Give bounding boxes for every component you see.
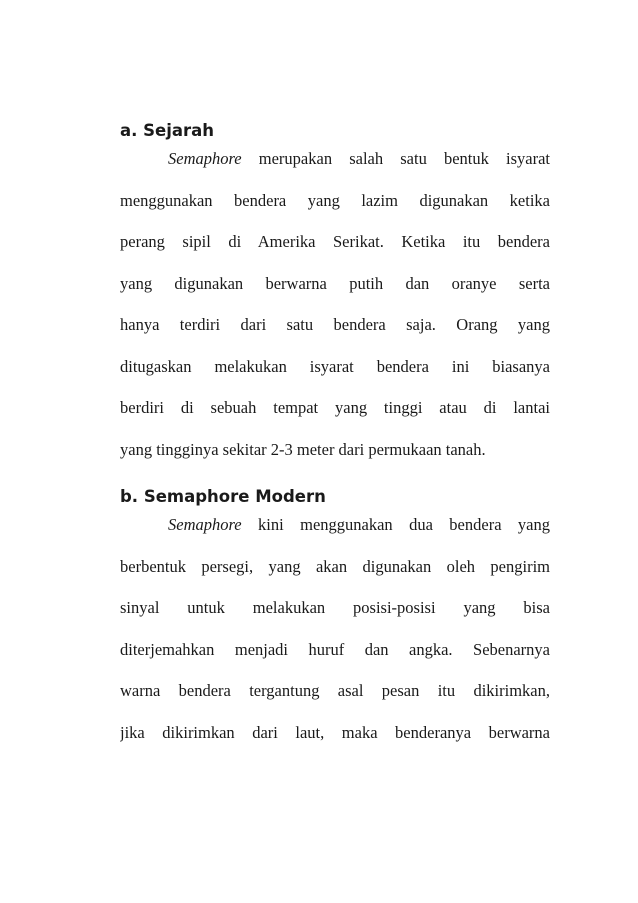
paragraph-line: berbentuk persegi, yang akan digunakan oleh pengirim — [120, 556, 550, 576]
paragraph-line — [120, 138, 550, 180]
italic-term: Semaphore — [168, 149, 242, 168]
paragraph-line: perang sipil di Amerika Serikat. Ketika itu bendera — [120, 232, 550, 251]
paragraph-line — [120, 504, 550, 546]
section-a-heading: a. Sejarah — [120, 121, 215, 140]
section-b-paragraph — [120, 504, 550, 753]
paragraph-line: yang tingginya sekitar 2-3 meter dari permukaan tanah. — [120, 439, 486, 459]
paragraph-line: berdiri di sebuah tempat yang tinggi atau di lantai — [120, 398, 550, 417]
paragraph-line: menggunakan bendera yang lazim digunakan ketika — [120, 190, 550, 210]
paragraph-line: jika dikirimkan dari laut, maka benderanya berwarna — [120, 722, 550, 742]
paragraph-line: hanya terdiri dari satu bendera saja. Orang yang — [120, 315, 550, 334]
line-text: kini menggunakan dua bendera yang — [241, 515, 550, 534]
paragraph-line: sinyal untuk melakukan posisi-posisi yang bisa — [120, 598, 550, 617]
page-content — [120, 118, 550, 753]
paragraph-line: warna bendera tergantung asal pesan itu dikirimkan, — [120, 681, 550, 700]
italic-term: Semaphore — [168, 515, 242, 534]
line-text: merupakan salah satu bentuk isyarat — [241, 149, 550, 168]
section-a-paragraph — [120, 138, 550, 470]
paragraph-line: ditugaskan melakukan isyarat bendera ini biasanya — [120, 356, 550, 376]
section-b-heading: b. Semaphore Modern — [120, 487, 326, 506]
paragraph-line: yang digunakan berwarna putih dan oranye serta — [120, 273, 550, 293]
paragraph-line: diterjemahkan menjadi huruf dan angka. Sebenarnya — [120, 639, 550, 659]
